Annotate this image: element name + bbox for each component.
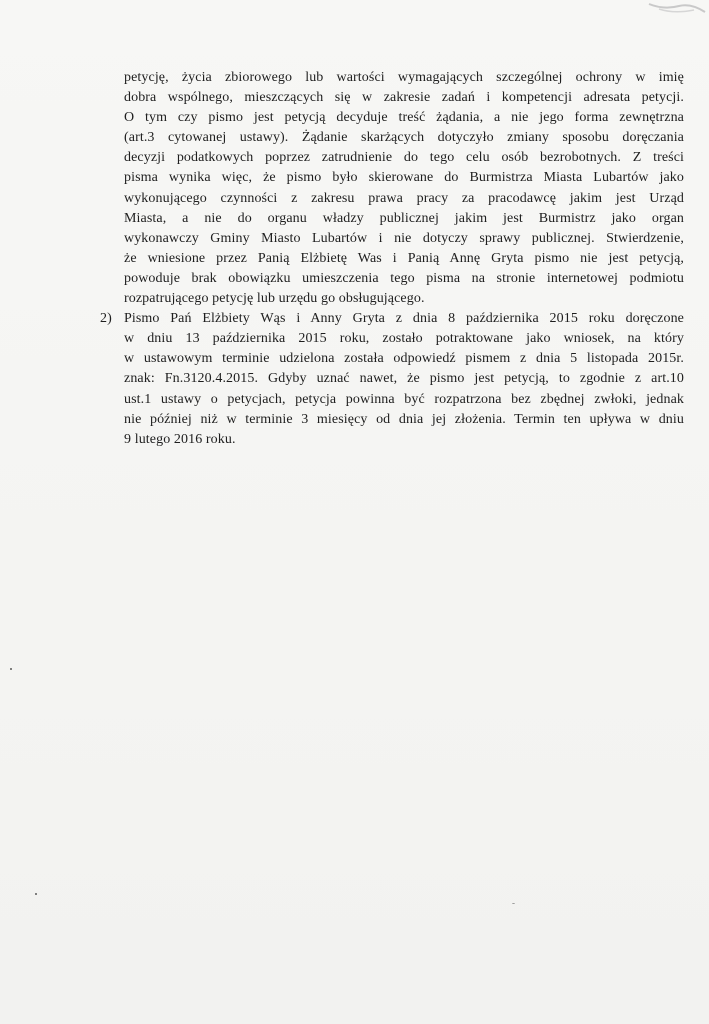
text-line: znak: Fn.3120.4.2015. Gdyby uznać nawet, że pismo jest petycją, to zgodnie z art.10	[124, 371, 684, 387]
scan-speck	[10, 668, 12, 670]
scan-speck	[35, 893, 37, 895]
text-line: nie później niż w terminie 3 miesięcy od dnia jej złożenia. Termin ten upływa w dniu	[124, 411, 684, 427]
text-line: decyzji podatkowych poprzez zatrudnienie do tego celu osób bezrobotnych. Z treści	[124, 150, 684, 166]
text-line: wykonującego czynności z zakresu prawa pracy za pracodawcę jakim jest Urząd	[124, 190, 684, 206]
text-line: Pismo Pań Elżbiety Wąs i Anny Gryta z dnia 8 października 2015 roku doręczone	[124, 311, 684, 327]
text-line: (art.3 cytowanej ustawy). Żądanie skarżących dotyczyło zmiany sposobu doręczania	[124, 130, 684, 146]
text-line: ust.1 ustawy o petycjach, petycja powinna być rozpatrzona bez zbędnej zwłoki, jednak	[124, 391, 684, 407]
text-line: w ustawowym terminie udzielona została odpowiedź pismem z dnia 5 listopada 2015r.	[124, 351, 684, 367]
text-line: wykonawczy Gminy Miasto Lubartów i nie dotyczy sprawy publicznej. Stwierdzenie,	[124, 230, 684, 246]
text-line: pisma wynika więc, że pismo było skierowane do Burmistrza Miasta Lubartów jako	[124, 170, 684, 186]
text-line: petycję, życia zbiorowego lub wartości wymagających szczególnej ochrony w imię	[124, 70, 684, 85]
text-line: powoduje brak obowiązku umieszczenia tego pisma na stronie internetowej podmiotu	[124, 270, 684, 286]
list-item-2	[100, 309, 684, 450]
text-line: O tym czy pismo jest petycją decyduje treść żądania, a nie jego forma zewnętrzna	[124, 110, 684, 126]
text-line: w dniu 13 października 2015 roku, zostało potraktowane jako wniosek, na który	[124, 331, 684, 347]
text-line: rozpatrującego petycję lub urzędu go obsługującego.	[124, 291, 425, 307]
scan-speck	[512, 903, 515, 904]
text-line: dobra wspólnego, mieszczących się w zakresie zadań i kompetencji adresata petycji.	[124, 90, 684, 106]
text-line: Miasta, a nie do organu władzy publicznej jakim jest Burmistrz jako organ	[124, 210, 684, 226]
document-body	[100, 68, 684, 450]
text-line: że wniesione przez Panią Elżbietę Was i Panią Annę Gryta pismo nie jest petycją,	[124, 250, 684, 266]
scan-smudge-mark	[639, 0, 709, 30]
text-line: 9 lutego 2016 roku.	[124, 431, 236, 447]
list-item-number: 2)	[100, 311, 112, 327]
paragraph-continuation	[124, 68, 684, 309]
